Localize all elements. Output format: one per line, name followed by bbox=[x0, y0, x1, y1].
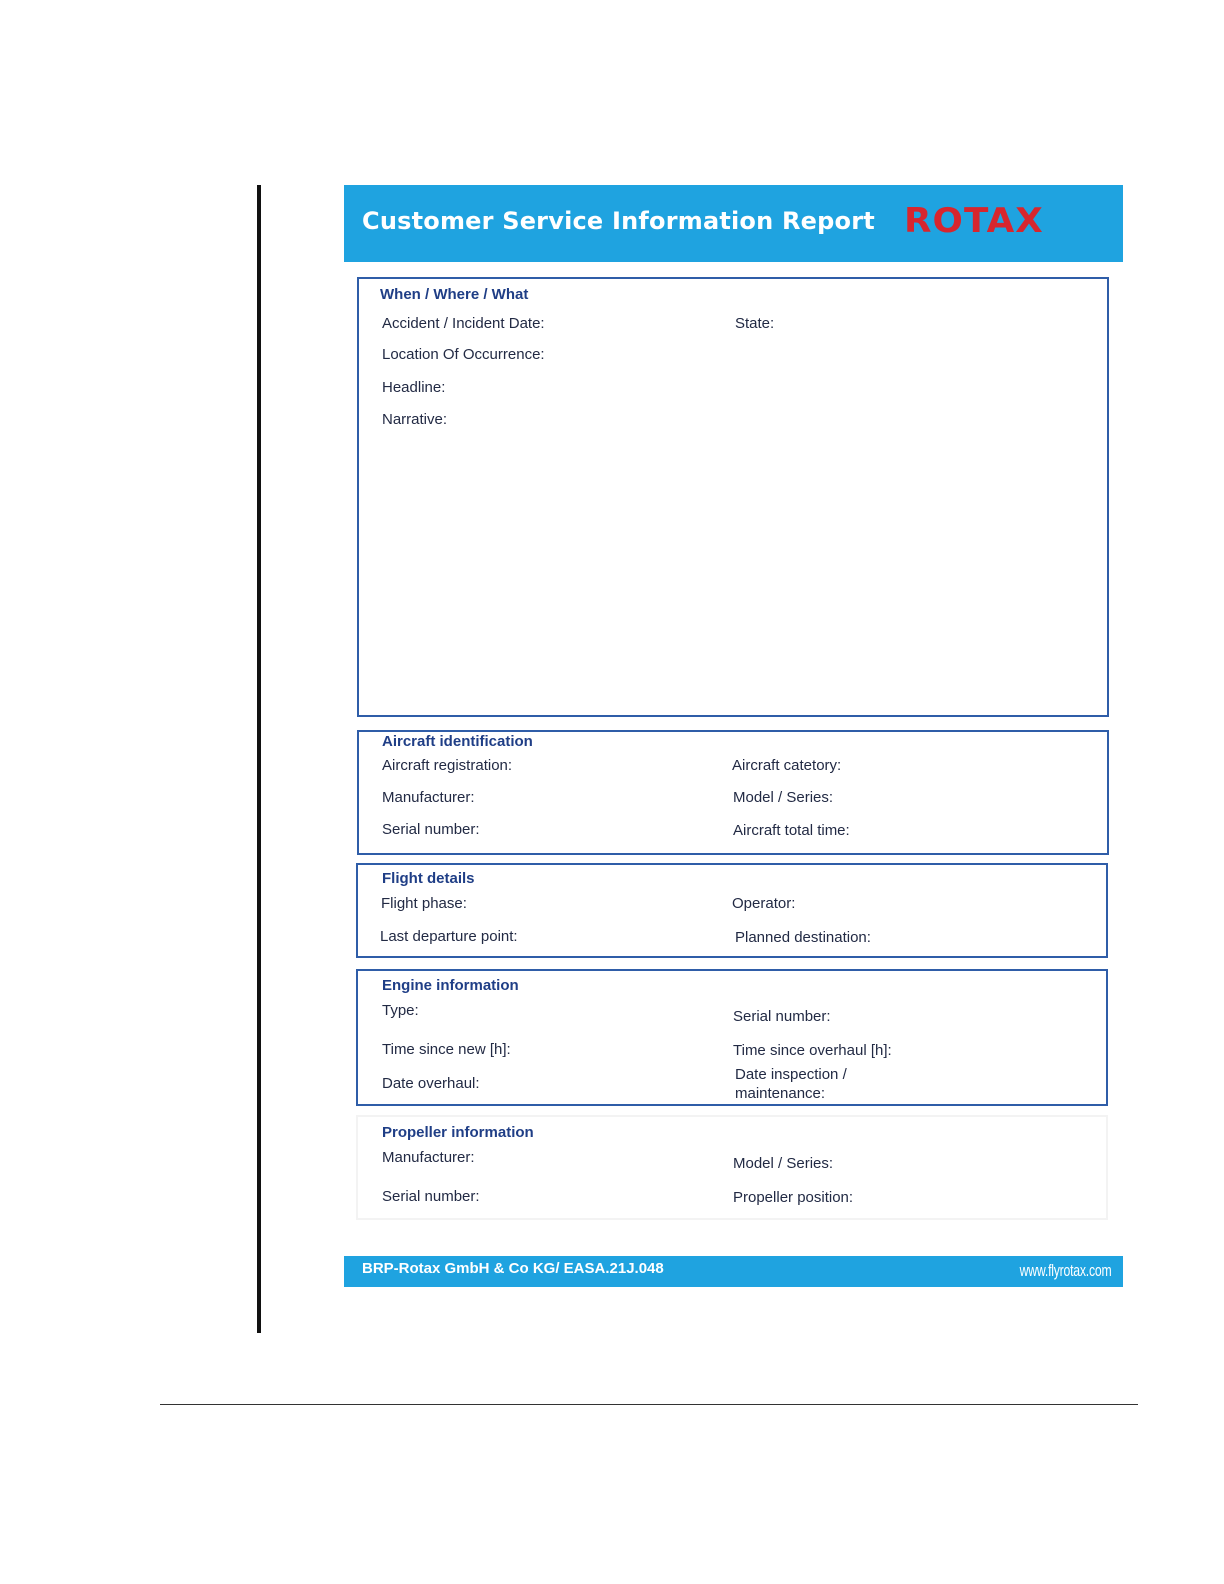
aircraft-identification-title: Aircraft identification bbox=[382, 733, 533, 750]
time-since-overhaul-label: Time since overhaul [h]: bbox=[733, 1042, 892, 1059]
aircraft-manufacturer-label: Manufacturer: bbox=[382, 789, 475, 806]
headline-label: Headline: bbox=[382, 379, 446, 396]
operator-label: Operator: bbox=[732, 895, 796, 912]
location-label: Location Of Occurrence: bbox=[382, 346, 545, 363]
form-footer-band bbox=[344, 1256, 1123, 1287]
propeller-manufacturer-label: Manufacturer: bbox=[382, 1149, 475, 1166]
time-since-new-label: Time since new [h]: bbox=[382, 1041, 511, 1058]
aircraft-category-label: Aircraft catetory: bbox=[732, 757, 842, 774]
revision-change-bar bbox=[257, 185, 261, 1333]
engine-type-label: Type: bbox=[382, 1002, 419, 1019]
aircraft-serial-label: Serial number: bbox=[382, 821, 480, 838]
flight-details-title: Flight details bbox=[382, 870, 475, 887]
engine-serial-label: Serial number: bbox=[733, 1008, 831, 1025]
when-where-what-section bbox=[357, 277, 1109, 717]
propeller-serial-label: Serial number: bbox=[382, 1188, 480, 1205]
engine-information-title: Engine information bbox=[382, 977, 519, 994]
aircraft-registration-label: Aircraft registration: bbox=[382, 757, 513, 774]
flight-phase-label: Flight phase: bbox=[381, 895, 467, 912]
when-where-what-title: When / Where / What bbox=[380, 286, 529, 303]
accident-date-label: Accident / Incident Date: bbox=[382, 315, 545, 332]
planned-destination-label: Planned destination: bbox=[735, 929, 871, 946]
website-text: www.flyrotax.com bbox=[1019, 1261, 1111, 1280]
state-label: State: bbox=[735, 315, 775, 332]
date-overhaul-label: Date overhaul: bbox=[382, 1075, 480, 1092]
form-header-band bbox=[344, 185, 1123, 262]
form-title: Customer Service Information Report bbox=[362, 207, 875, 235]
company-approval-text: BRP-Rotax GmbH & Co KG/ EASA.21J.048 bbox=[362, 1260, 664, 1277]
date-inspection-label: Date inspection / maintenance: bbox=[735, 1066, 847, 1102]
page-bottom-rule bbox=[160, 1404, 1138, 1405]
narrative-label: Narrative: bbox=[382, 411, 448, 428]
propeller-model-label: Model / Series: bbox=[733, 1155, 834, 1172]
propeller-information-title: Propeller information bbox=[382, 1124, 534, 1141]
rotax-logo: ROTAX bbox=[904, 201, 1044, 241]
aircraft-model-label: Model / Series: bbox=[733, 789, 834, 806]
propeller-position-label: Propeller position: bbox=[733, 1189, 854, 1206]
aircraft-total-time-label: Aircraft total time: bbox=[733, 822, 850, 839]
departure-point-label: Last departure point: bbox=[380, 928, 518, 945]
